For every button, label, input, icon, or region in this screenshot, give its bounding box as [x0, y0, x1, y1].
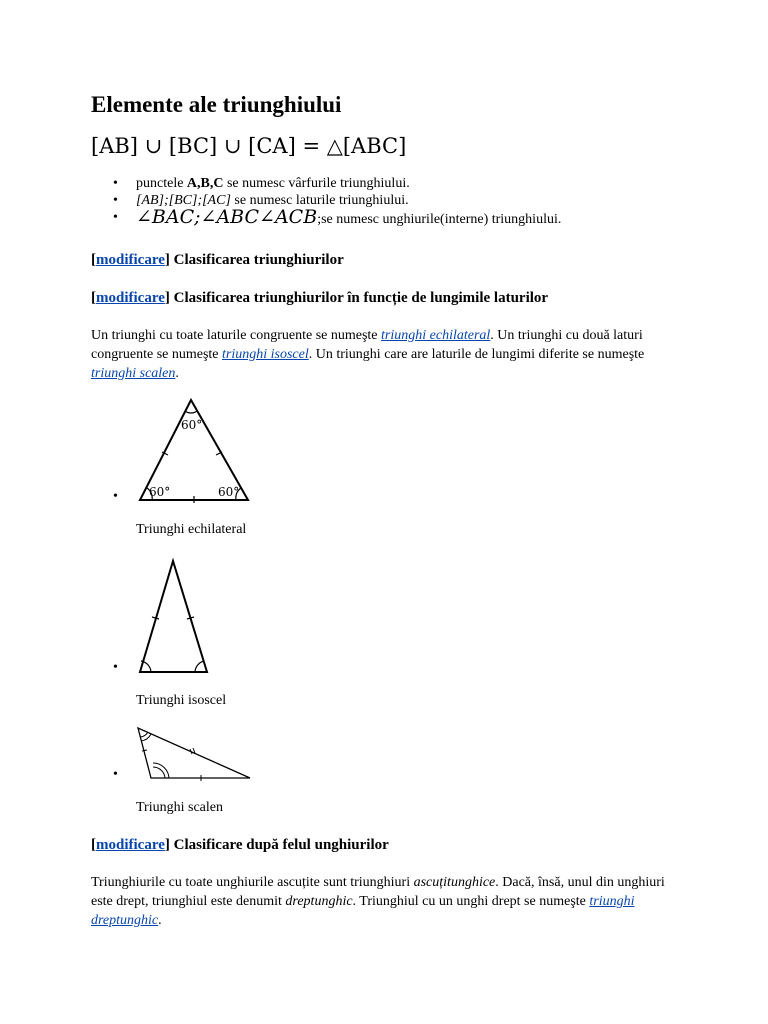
edit-link[interactable]: modificare	[96, 252, 165, 268]
page-title: Elemente ale triunghiului	[91, 92, 342, 117]
link-triunghi-isoscel[interactable]: triunghi isoscel	[222, 347, 309, 362]
list-item-vertices	[91, 175, 691, 192]
angles-math: ∠BAC;∠ABC∠ACB	[136, 206, 318, 228]
edit-link[interactable]: modificare	[96, 837, 165, 853]
paragraph-side-classification	[91, 326, 676, 383]
link-triunghi-scalen[interactable]: triunghi scalen	[91, 366, 176, 381]
link-triunghi-dreptunghic[interactable]: triunghi dreptunghic	[91, 894, 635, 928]
sides-suffix: se numesc laturile triunghiului.	[230, 193, 409, 208]
section-heading-clasificare: [modificare] Clasificarea triunghiurilor	[91, 252, 344, 268]
angle-label-top: 60°	[181, 418, 203, 432]
elements-list	[91, 175, 691, 229]
figure-caption-equilateral: Triunghi echilateral	[136, 522, 247, 537]
text: Triunghiurile cu toate unghiurile ascuțite sunt triunghiuri	[91, 875, 414, 890]
text: . Dacă, însă, unul din unghiuri este drept, triunghiul este denumit	[91, 875, 665, 909]
paragraph-angle-classification	[91, 873, 676, 930]
text: .	[175, 366, 179, 381]
text: Un triunghi cu toate laturile congruente se numeşte	[91, 328, 382, 343]
figure-caption-isosceles: Triunghi isoscel	[136, 693, 227, 708]
angle-label-right: 60°	[218, 485, 240, 499]
figure-bullet: •	[113, 660, 118, 675]
list-item-angles	[91, 206, 691, 229]
scalene-triangle-shape	[138, 728, 250, 778]
vertices-names: A,B,C	[186, 176, 224, 191]
isosceles-triangle-shape	[140, 561, 207, 672]
angle-label-left: 60°	[149, 485, 171, 499]
vertices-prefix: punctele	[136, 176, 187, 191]
section-title: Clasificarea triunghiurilor în funcție de lungimile laturilor	[173, 290, 549, 306]
section-title: Clasificare după felul unghiurilor	[173, 837, 389, 853]
text: . Un triunghi care are laturile de lungimi diferite se numeşte	[308, 347, 645, 362]
figure-bullet: •	[113, 767, 118, 782]
term-ascutitunghice: ascuțitunghice	[413, 875, 496, 890]
vertices-suffix: se numesc vârfurile triunghiului.	[223, 176, 410, 191]
section-heading-laturi: [modificare] Clasificarea triunghiurilor în funcție de lungimile laturilor	[91, 290, 549, 306]
section-heading-unghiuri: [modificare] Clasificare după felul unghiurilor	[91, 837, 389, 853]
link-triunghi-echilateral[interactable]: triunghi echilateral	[381, 328, 491, 343]
term-dreptunghic: dreptunghic	[285, 894, 353, 909]
text: . Un triunghi cu două laturi congruente se numeşte	[91, 328, 643, 362]
figure-caption-scalene: Triunghi scalen	[136, 800, 223, 815]
edit-link[interactable]: modificare	[96, 290, 165, 306]
figure-bullet: •	[113, 489, 118, 504]
sides-names: [AB];[BC];[AC]	[136, 193, 231, 208]
equilateral-triangle-figure	[136, 397, 251, 503]
text: . Triunghiul cu un unghi drept se numeşte	[352, 894, 590, 909]
angles-suffix: ;se numesc unghiurile(interne) triunghiului.	[317, 212, 562, 227]
scalene-triangle-figure	[136, 725, 252, 781]
text: .	[158, 913, 162, 928]
section-title: Clasificarea triunghiurilor	[173, 252, 344, 268]
triangle-formula: [AB] ∪ [BC] ∪ [CA] = △[ABC]	[91, 134, 407, 158]
isosceles-triangle-figure	[136, 557, 216, 677]
